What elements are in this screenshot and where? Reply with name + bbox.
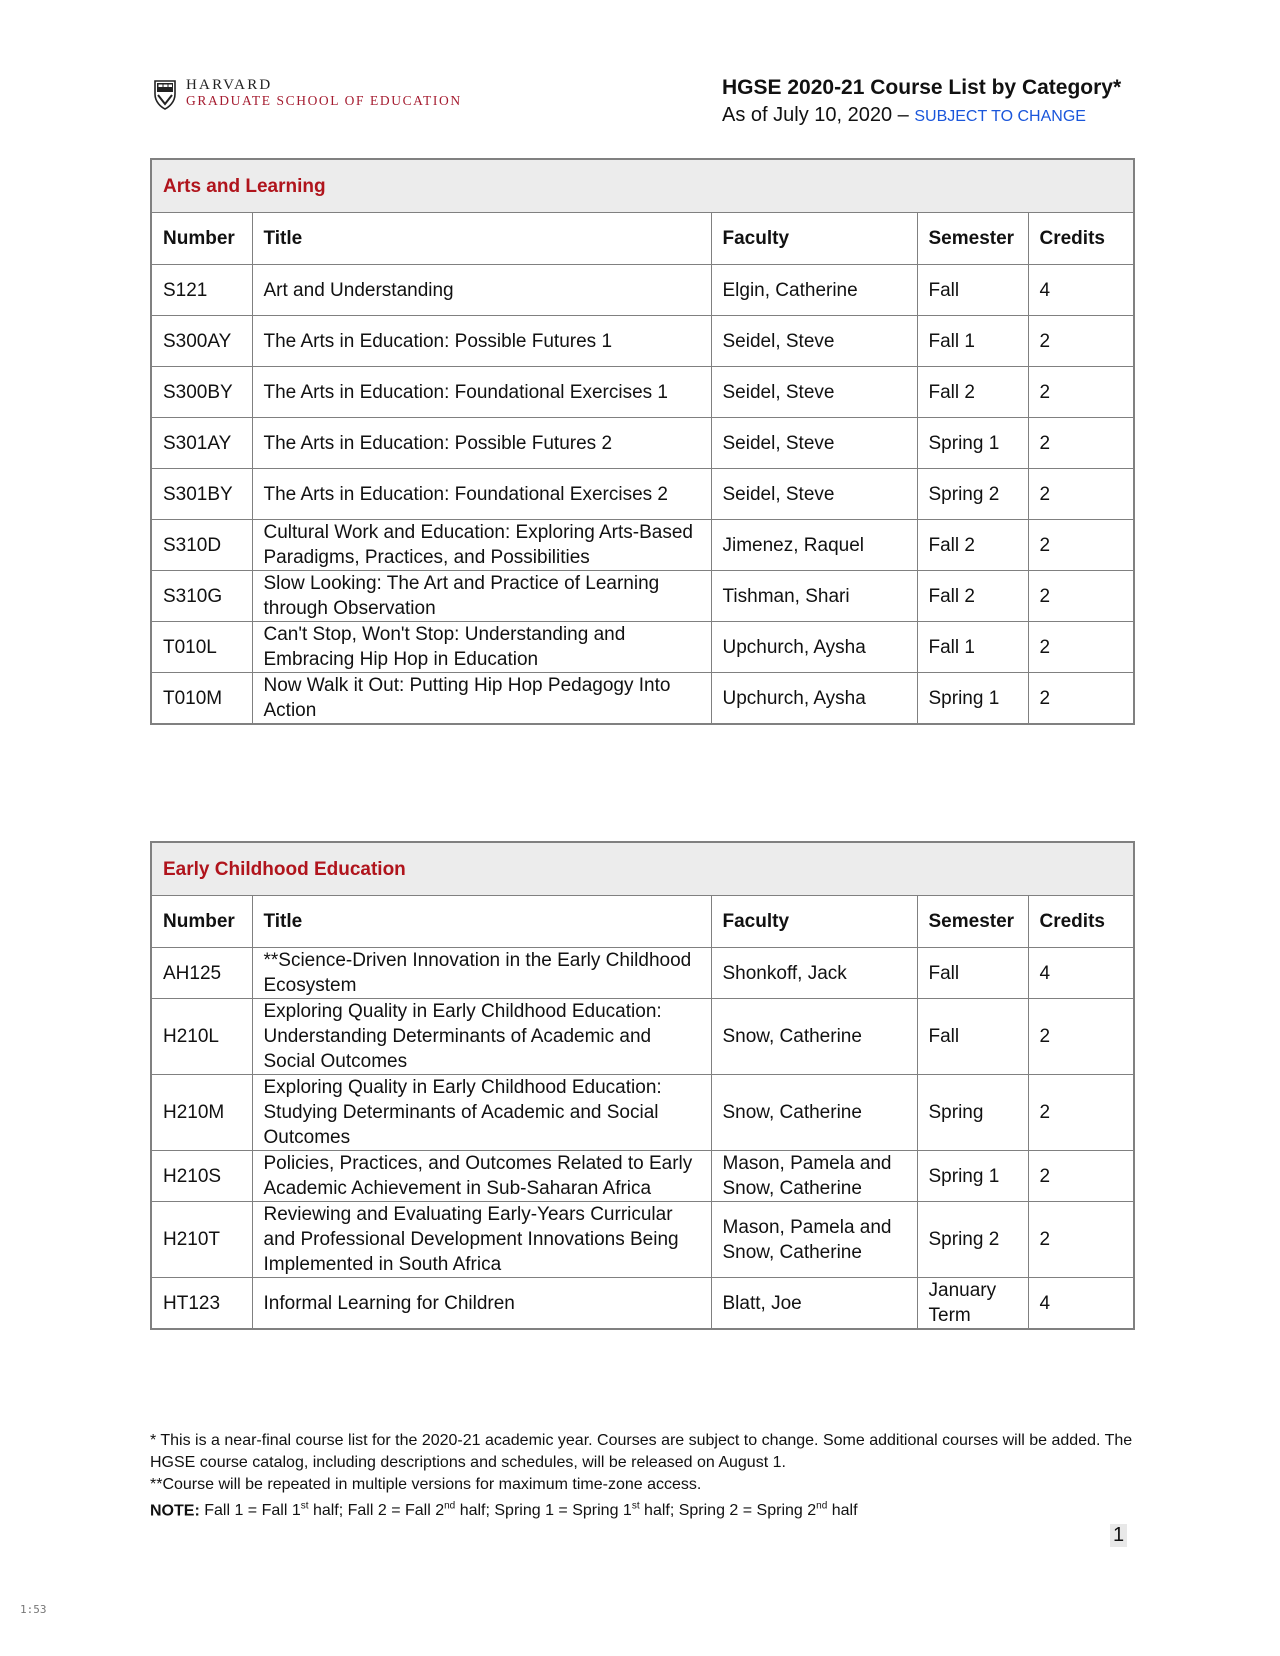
note-text bbox=[204, 1502, 857, 1519]
cell-number: HT123 bbox=[151, 1278, 252, 1330]
cell-number: S301AY bbox=[151, 418, 252, 469]
corner-timestamp: 1:53 bbox=[20, 1603, 47, 1616]
cell-faculty: Tishman, Shari bbox=[711, 571, 917, 622]
cell-title: Can't Stop, Won't Stop: Understanding and Embracing Hip Hop in Education bbox=[252, 622, 711, 673]
table-row bbox=[151, 673, 1134, 725]
page-number: 1 bbox=[1110, 1524, 1127, 1547]
cell-title: The Arts in Education: Possible Futures 2 bbox=[252, 418, 711, 469]
cell-credits: 2 bbox=[1028, 999, 1134, 1075]
cell-credits: 2 bbox=[1028, 418, 1134, 469]
cell-semester: Fall 1 bbox=[917, 316, 1028, 367]
note-ordinal-suffix: nd bbox=[444, 1501, 456, 1512]
cell-number: H210T bbox=[151, 1202, 252, 1278]
subtitle-date: As of July 10, 2020 – bbox=[722, 104, 915, 126]
footnotes bbox=[150, 1430, 1140, 1522]
cell-title: Slow Looking: The Art and Practice of Learning through Observation bbox=[252, 571, 711, 622]
cell-title: The Arts in Education: Foundational Exercises 2 bbox=[252, 469, 711, 520]
logo-school-name: GRADUATE SCHOOL OF EDUCATION bbox=[186, 93, 462, 108]
note-segment: half; Spring 1 = Spring 1 bbox=[455, 1502, 632, 1520]
column-header-number: Number bbox=[151, 896, 252, 948]
cell-credits: 2 bbox=[1028, 622, 1134, 673]
cell-faculty: Seidel, Steve bbox=[711, 316, 917, 367]
cell-credits: 2 bbox=[1028, 1075, 1134, 1151]
column-header-title: Title bbox=[252, 213, 711, 265]
cell-semester: Fall 2 bbox=[917, 520, 1028, 571]
cell-faculty: Seidel, Steve bbox=[711, 469, 917, 520]
note-segment: half bbox=[827, 1502, 858, 1520]
cell-faculty: Seidel, Steve bbox=[711, 418, 917, 469]
cell-number: S310G bbox=[151, 571, 252, 622]
column-header-semester: Semester bbox=[917, 896, 1028, 948]
cell-number: AH125 bbox=[151, 948, 252, 999]
harvard-logo bbox=[154, 78, 462, 110]
footnote-1: * This is a near-final course list for the 2020-21 academic year. Courses are subject to change. Some additional courses will be added. The HGSE course catalog, including descriptions and schedules, will be released on August 1. bbox=[150, 1432, 1133, 1471]
cell-credits: 4 bbox=[1028, 948, 1134, 999]
cell-credits: 2 bbox=[1028, 571, 1134, 622]
column-header-faculty: Faculty bbox=[711, 213, 917, 265]
cell-faculty: Seidel, Steve bbox=[711, 367, 917, 418]
note-ordinal-suffix: nd bbox=[816, 1501, 828, 1512]
cell-semester: Fall bbox=[917, 265, 1028, 316]
cell-semester: Fall 1 bbox=[917, 622, 1028, 673]
table-row bbox=[151, 999, 1134, 1075]
cell-semester: Spring bbox=[917, 1075, 1028, 1151]
cell-credits: 2 bbox=[1028, 1151, 1134, 1202]
cell-faculty: Mason, Pamela and Snow, Catherine bbox=[711, 1151, 917, 1202]
cell-title: Cultural Work and Education: Exploring Arts-Based Paradigms, Practices, and Possibilities bbox=[252, 520, 711, 571]
document-title: HGSE 2020-21 Course List by Category* bbox=[722, 76, 1122, 99]
note-segment: half; Spring 2 = Spring 2 bbox=[639, 1502, 817, 1520]
document-subtitle bbox=[722, 104, 1086, 127]
cell-credits: 4 bbox=[1028, 265, 1134, 316]
cell-number: S300AY bbox=[151, 316, 252, 367]
note-ordinal-suffix: st bbox=[631, 1501, 640, 1512]
table-row bbox=[151, 622, 1134, 673]
cell-number: S310D bbox=[151, 520, 252, 571]
cell-title: The Arts in Education: Possible Futures 1 bbox=[252, 316, 711, 367]
table-row bbox=[151, 948, 1134, 999]
cell-faculty: Blatt, Joe bbox=[711, 1278, 917, 1330]
cell-faculty: Mason, Pamela and Snow, Catherine bbox=[711, 1202, 917, 1278]
table-row bbox=[151, 469, 1134, 520]
cell-title: Exploring Quality in Early Childhood Education: Studying Determinants of Academic and Social Outcomes bbox=[252, 1075, 711, 1151]
cell-number: H210L bbox=[151, 999, 252, 1075]
cell-semester: Spring 1 bbox=[917, 1151, 1028, 1202]
cell-title: Art and Understanding bbox=[252, 265, 711, 316]
cell-credits: 2 bbox=[1028, 367, 1134, 418]
cell-semester: Fall 2 bbox=[917, 367, 1028, 418]
table-row bbox=[151, 418, 1134, 469]
cell-credits: 2 bbox=[1028, 520, 1134, 571]
cell-number: H210M bbox=[151, 1075, 252, 1151]
cell-number: S300BY bbox=[151, 367, 252, 418]
cell-number: T010L bbox=[151, 622, 252, 673]
cell-title: Now Walk it Out: Putting Hip Hop Pedagogy Into Action bbox=[252, 673, 711, 725]
cell-faculty: Shonkoff, Jack bbox=[711, 948, 917, 999]
column-header-credits: Credits bbox=[1028, 213, 1134, 265]
cell-semester: January Term bbox=[917, 1278, 1028, 1330]
table-row bbox=[151, 571, 1134, 622]
cell-semester: Fall 2 bbox=[917, 571, 1028, 622]
column-header-semester: Semester bbox=[917, 213, 1028, 265]
course-table-early-childhood-education bbox=[150, 841, 1135, 1330]
column-header-credits: Credits bbox=[1028, 896, 1134, 948]
subject-to-change-label: SUBJECT TO CHANGE bbox=[914, 108, 1086, 125]
cell-title: Reviewing and Evaluating Early-Years Curricular and Professional Development Innovations Being Implemented in South Africa bbox=[252, 1202, 711, 1278]
note-label: NOTE: bbox=[150, 1502, 200, 1520]
cell-title: Policies, Practices, and Outcomes Related to Early Academic Achievement in Sub-Saharan Africa bbox=[252, 1151, 711, 1202]
cell-semester: Fall bbox=[917, 999, 1028, 1075]
cell-title: Informal Learning for Children bbox=[252, 1278, 711, 1330]
note-segment: half; Fall 2 = Fall 2 bbox=[308, 1502, 445, 1520]
cell-credits: 2 bbox=[1028, 1202, 1134, 1278]
footnote-2: **Course will be repeated in multiple versions for maximum time-zone access. bbox=[150, 1476, 702, 1493]
category-title: Arts and Learning bbox=[151, 159, 1134, 213]
column-header-faculty: Faculty bbox=[711, 896, 917, 948]
table-row bbox=[151, 1278, 1134, 1330]
table-row bbox=[151, 1202, 1134, 1278]
category-header-row bbox=[151, 159, 1134, 213]
cell-number: S121 bbox=[151, 265, 252, 316]
cell-credits: 4 bbox=[1028, 1278, 1134, 1330]
cell-semester: Spring 1 bbox=[917, 673, 1028, 725]
cell-number: H210S bbox=[151, 1151, 252, 1202]
cell-number: T010M bbox=[151, 673, 252, 725]
cell-faculty: Upchurch, Aysha bbox=[711, 622, 917, 673]
column-header-row bbox=[151, 213, 1134, 265]
cell-semester: Spring 2 bbox=[917, 1202, 1028, 1278]
cell-faculty: Snow, Catherine bbox=[711, 999, 917, 1075]
column-header-row bbox=[151, 896, 1134, 948]
cell-title: **Science-Driven Innovation in the Early Childhood Ecosystem bbox=[252, 948, 711, 999]
footnote-note bbox=[150, 1496, 1140, 1522]
course-table-arts-and-learning bbox=[150, 158, 1135, 725]
cell-title: Exploring Quality in Early Childhood Education: Understanding Determinants of Academic and Social Outcomes bbox=[252, 999, 711, 1075]
cell-semester: Spring 1 bbox=[917, 418, 1028, 469]
table-row bbox=[151, 367, 1134, 418]
cell-faculty: Upchurch, Aysha bbox=[711, 673, 917, 725]
harvard-shield-icon bbox=[154, 80, 176, 110]
table-row bbox=[151, 265, 1134, 316]
category-header-row bbox=[151, 842, 1134, 896]
note-segment: Fall 1 = Fall 1 bbox=[204, 1502, 301, 1520]
cell-credits: 2 bbox=[1028, 673, 1134, 725]
table-row bbox=[151, 1151, 1134, 1202]
column-header-number: Number bbox=[151, 213, 252, 265]
table-row bbox=[151, 520, 1134, 571]
column-header-title: Title bbox=[252, 896, 711, 948]
category-title: Early Childhood Education bbox=[151, 842, 1134, 896]
logo-harvard: HARVARD bbox=[186, 77, 273, 93]
cell-faculty: Jimenez, Raquel bbox=[711, 520, 917, 571]
cell-faculty: Snow, Catherine bbox=[711, 1075, 917, 1151]
cell-credits: 2 bbox=[1028, 316, 1134, 367]
cell-title: The Arts in Education: Foundational Exercises 1 bbox=[252, 367, 711, 418]
cell-faculty: Elgin, Catherine bbox=[711, 265, 917, 316]
table-row bbox=[151, 1075, 1134, 1151]
cell-number: S301BY bbox=[151, 469, 252, 520]
note-ordinal-suffix: st bbox=[300, 1501, 309, 1512]
cell-credits: 2 bbox=[1028, 469, 1134, 520]
table-row bbox=[151, 316, 1134, 367]
cell-semester: Spring 2 bbox=[917, 469, 1028, 520]
cell-semester: Fall bbox=[917, 948, 1028, 999]
